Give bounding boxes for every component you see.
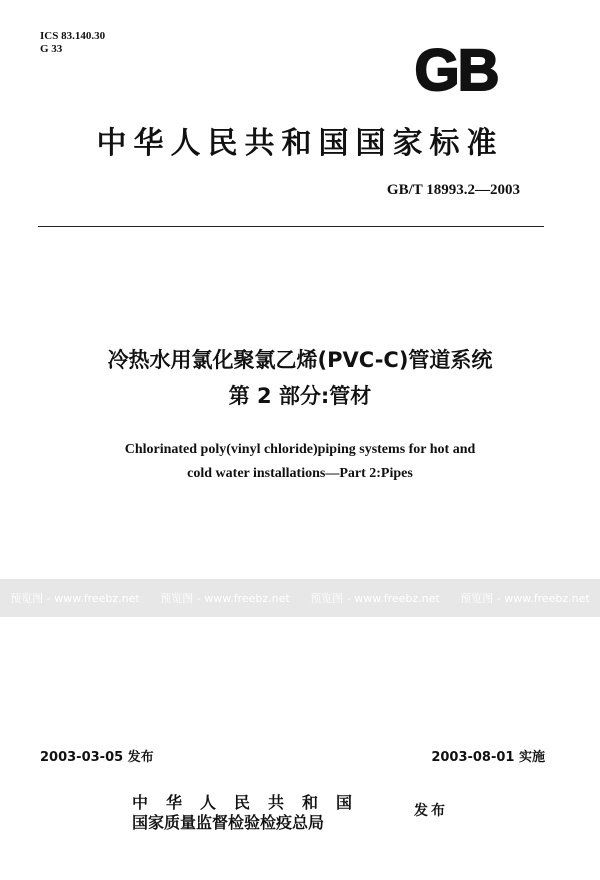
header-divider: [38, 226, 544, 227]
issue-word: 发布: [414, 803, 448, 819]
watermark-text: 预览图 - www.freebz.net: [160, 592, 290, 605]
issuer-line2: 国家质量监督检验检疫总局: [132, 813, 325, 832]
document-title-cn-line1: 冷热水用氯化聚氯乙烯(PVC-C)管道系统: [107, 348, 493, 372]
document-title-en: [0, 438, 600, 486]
standard-title: 中华人民共和国国家标准: [96, 126, 504, 161]
standard-number: GB/T 18993.2—2003: [386, 182, 520, 198]
document-title-en-line2: cold water installations—Part 2:Pipes: [187, 466, 413, 481]
watermark-text: 预览图 - www.freebz.net: [10, 592, 140, 605]
classification-codes: [40, 30, 105, 56]
watermark-text: 预览图 - www.freebz.net: [460, 592, 590, 605]
document-title-cn-line2: 第 2 部分:管材: [228, 384, 372, 408]
issuer-line1: 中华人民共和国: [132, 793, 371, 812]
gb-logo-text: GB: [414, 40, 498, 98]
watermark-text: 预览图 - www.freebz.net: [310, 592, 440, 605]
implementation-date: 2003-08-01 实施: [431, 750, 545, 765]
document-title-en-line1: Chlorinated poly(vinyl chloride)piping systems for hot and: [124, 442, 476, 457]
issue-date: 2003-03-05 发布: [40, 750, 154, 765]
ccs-code: G 33: [40, 43, 63, 55]
watermark-band: [0, 579, 600, 617]
gb-logo: [400, 40, 512, 98]
ics-code: ICS 83.140.30: [40, 30, 106, 42]
